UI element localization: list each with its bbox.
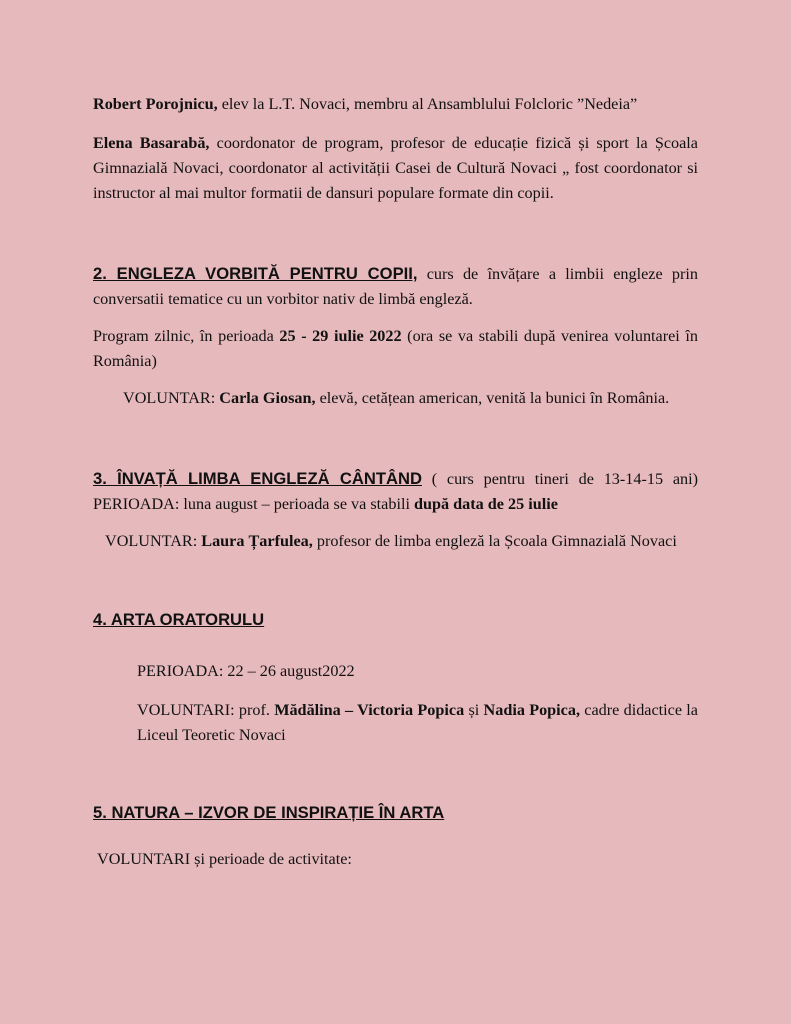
volunteer-name: Carla Giosan, xyxy=(219,389,316,407)
program-dates: 25 - 29 iulie 2022 xyxy=(279,327,402,345)
section-2-program: Program zilnic, în perioada 25 - 29 iulie 2022 (ora se va stabili după venirea voluntarei în România) xyxy=(93,327,698,370)
volunteer-name-1: Mădălina – Victoria Popica xyxy=(274,701,465,719)
paragraph-elena-basaraba xyxy=(93,131,698,206)
person-name: Robert Porojnicu, xyxy=(93,95,218,113)
paragraph-robert-porojnicu xyxy=(93,92,698,117)
section-2-intro xyxy=(93,261,698,312)
section-4-volunteers: VOLUNTARI: prof. Mădălina – Victoria Popica și Nadia Popica, cadre didactice la Liceul Teoretic Novaci xyxy=(137,701,698,744)
section-5-heading-line xyxy=(93,800,698,826)
volunteer-name: Laura Țarfulea, xyxy=(201,532,313,550)
section-2-heading: 2. ENGLEZA VORBITĂ PENTRU COPII, xyxy=(93,264,418,283)
person-description: elev la L.T. Novaci, membru al Ansamblului Folcloric ”Nedeia” xyxy=(217,95,638,113)
section-4-period: PERIOADA: 22 – 26 august2022 xyxy=(137,662,355,680)
section-5-heading: 5. NATURA – IZVOR DE INSPIRAȚIE ÎN ARTA xyxy=(93,803,445,822)
person-description: coordonator de program, profesor de educație fizică și sport la Școala Gimnazială Novaci, coordonator al activității Casei de Cultură Novaci „ fost coordonator si instructor al mai multor formatii de dansuri populare formate din copii. xyxy=(93,134,698,202)
person-name: Elena Basarabă, xyxy=(93,134,210,152)
document-page xyxy=(93,92,698,872)
section-3-description: ( curs pentru tineri de 13-14-15 ani) PERIOADA: luna august – perioada se va stabili xyxy=(93,470,698,513)
volunteer-name-2: Nadia Popica, xyxy=(483,701,581,719)
section-2-description: curs de învățare a limbii engleze prin conversatii tematice cu un vorbitor nativ de limbă engleză. xyxy=(93,265,698,308)
section-3-heading: 3. ÎNVAȚĂ LIMBA ENGLEZĂ CÂNTÂND xyxy=(93,469,422,488)
section-4-heading-line xyxy=(93,607,698,633)
section-3-date: după data de 25 iulie xyxy=(414,495,558,513)
section-3-intro xyxy=(93,466,698,517)
section-3-volunteer: VOLUNTAR: Laura Țarfulea, profesor de limba engleză la Școala Gimnazială Novaci xyxy=(105,532,677,550)
section-5-text: VOLUNTARI și perioade de activitate: xyxy=(97,850,352,868)
section-2-volunteer: VOLUNTAR: Carla Giosan, elevă, cetățean american, venită la bunici în România. xyxy=(123,389,670,407)
section-4-heading: 4. ARTA ORATORULU xyxy=(93,610,265,629)
